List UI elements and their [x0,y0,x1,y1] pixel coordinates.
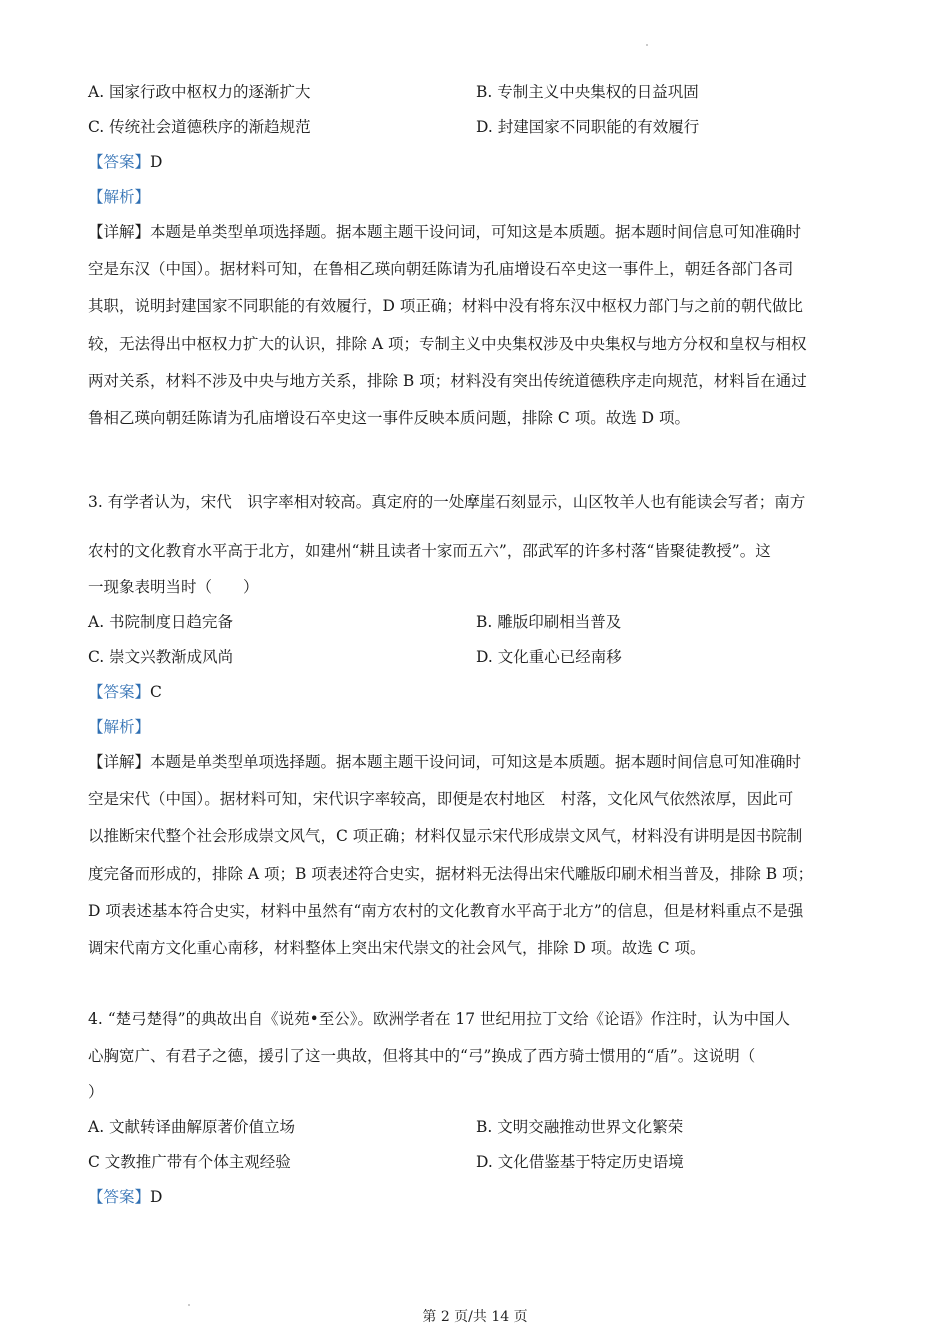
q3-option-b: B. 雕版印刷相当普及 [476,613,622,631]
q3-stem-line-3: 一现象表明当时（ ） [88,578,259,596]
q3-detail-line-3: 以推断宋代整个社会形成崇文风气，C 项正确；材料仅显示宋代形成崇文风气，材料没有讲明是因书院制 [88,827,803,845]
q3-answer [88,682,162,702]
q3-detail-line-1 [88,752,801,772]
q4-option-d: D. 文化借鉴基于特定历史语境 [476,1153,684,1171]
q4-stem-line-3: ） [88,1083,104,1101]
q2-detail-line-6: 鲁相乙瑛向朝廷陈请为孔庙增设石卒史这一事件反映本质问题，排除 C 项。故选 D 项。 [88,409,690,427]
q3-detail-line-6: 调宋代南方文化重心南移，材料整体上突出宋代崇文的社会风气，排除 D 项。故选 C 项。 [88,939,706,957]
q2-detail-line-4: 较，无法得出中枢权力扩大的认识，排除 A 项；专制主义中央集权涉及中央集权与地方分权和皇权与相权 [88,335,807,353]
q4-answer [88,1187,162,1207]
q2-option-c: C. 传统社会道德秩序的渐趋规范 [88,118,311,136]
q3-detail-line-2: 空是宋代（中国）。据材料可知，宋代识字率较高，即便是农村地区 村落，文化风气依然浓厚，因此可 [88,790,794,808]
detail-label: 【详解】 [88,223,151,241]
q3-stem-line-2: 农村的文化教育水平高于北方，如建州“耕且读者十家而五六”，邵武军的许多村落“皆聚徒教授”。这 [88,542,771,560]
detail-label: 【详解】 [88,753,151,771]
answer-label: 【答案】 [88,1188,151,1206]
answer-value: D [150,1188,163,1206]
q4-option-c: C 文教推广带有个体主观经验 [88,1153,291,1171]
detail-text: 本题是单类型单项选择题。据本题主题干设问词，可知这是本质题。据本题时间信息可知准确时 [150,223,802,241]
q3-option-d: D. 文化重心已经南移 [476,648,622,666]
answer-value: D [150,153,163,171]
q2-detail-line-2: 空是东汉（中国）。据材料可知，在鲁相乙瑛向朝廷陈请为孔庙增设石卒史这一事件上，朝廷各部门各司 [88,260,794,278]
q2-detail-line-3: 其职，说明封建国家不同职能的有效履行，D 项正确；材料中没有将东汉中枢权力部门与之前的朝代做比 [88,297,803,315]
answer-label: 【答案】 [88,153,151,171]
q2-detail-line-1 [88,222,801,242]
answer-label: 【答案】 [88,683,151,701]
q2-detail-line-5: 两对关系，材料不涉及中央与地方关系，排除 B 项；材料没有突出传统道德秩序走向规范，材料旨在通过 [88,372,807,390]
q4-stem-line-1: 4. “楚弓楚得”的典故出自《说苑•至公》。欧洲学者在 17 世纪用拉丁文给《论语》作注时，认为中国人 [88,1010,791,1028]
q4-option-b: B. 文明交融推动世界文化繁荣 [476,1118,684,1136]
q3-analysis-label: 【解析】 [88,718,151,736]
scan-dot [646,44,648,46]
q3-detail-line-5: D 项表述基本符合史实，材料中虽然有“南方农村的文化教育水平高于北方”的信息，但是材料重点不是强 [88,902,804,920]
detail-text: 本题是单类型单项选择题。据本题主题干设问词，可知这是本质题。据本题时间信息可知准确时 [150,753,802,771]
q4-stem-line-2: 心胸宽广、有君子之德，援引了这一典故，但将其中的“弓”换成了西方骑士惯用的“盾”。这说明（ [88,1047,756,1065]
q2-answer [88,152,162,172]
q2-analysis-label: 【解析】 [88,188,151,206]
q2-option-b: B. 专制主义中央集权的日益巩固 [476,83,699,101]
q3-option-a: A. 书院制度日趋完备 [88,613,234,631]
q2-option-d: D. 封建国家不同职能的有效履行 [476,118,700,136]
answer-value: C [150,683,162,701]
q2-option-a: A. 国家行政中枢权力的逐渐扩大 [88,83,311,101]
q3-detail-line-4: 度完备而形成的，排除 A 项；B 项表述符合史实，据材料无法得出宋代雕版印刷术相当普及，排除 B 项； [88,865,814,883]
page-footer: 第 2 页/共 14 页 [422,1309,528,1325]
q3-stem-line-1: 3. 有学者认为，宋代 识字率相对较高。真定府的一处摩崖石刻显示，山区牧羊人也有能读会写者；南方 [88,493,806,511]
q4-option-a: A. 文献转译曲解原著价值立场 [88,1118,296,1136]
q3-option-c: C. 崇文兴教渐成风尚 [88,648,234,666]
